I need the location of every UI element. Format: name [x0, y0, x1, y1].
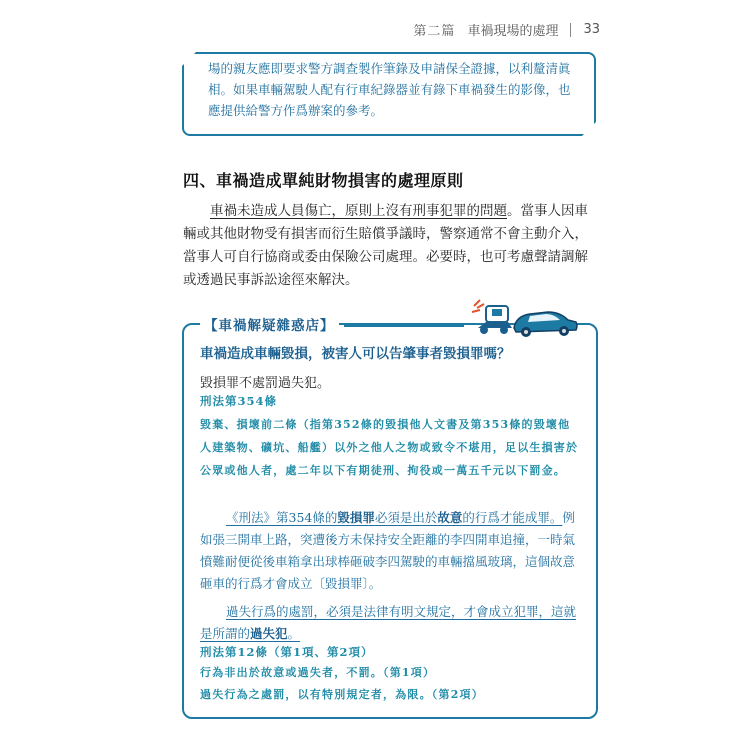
running-header — [413, 20, 600, 39]
qa-question: 車禍造成車輛毀損，被害人可以告肇事者毀損罪嗎？ — [200, 346, 511, 362]
para1-part: 必須是出於 — [374, 510, 438, 525]
part-label: 第二篇 — [413, 24, 456, 39]
para1-bold-term: 毀損罪 — [337, 510, 375, 525]
para1-rest: 例如張三開車上路，突遭後方未保持安全距離的李四開車追撞，一時氣憤難耐便從後車箱拿出球棒砸破李四駕駛的車輛擋風玻璃，這個故意砸車的行爲才會成立〔毀損罪〕。 — [200, 510, 576, 591]
car-crash-icon — [468, 298, 580, 342]
para2-part: 過失行爲的處罰，必須是法律有明文規定，才會成立犯罪，這就是所謂的 — [200, 604, 577, 641]
explanation-paragraph-2 — [200, 601, 582, 645]
law-text-354: 毀棄、損壞前二條（指第352條的毀損他人文書及第353條的毀壞他人建築物、礦坑、船艦）以外之他人之物或致令不堪用，足以生損害於公眾或他人者，處二年以下有期徒刑、拘役或一萬五千元以下罰金。 — [200, 418, 579, 477]
para2-underlined — [200, 604, 576, 641]
section-underlined-text: 車禍未造成人員傷亡，原則上沒有刑事犯罪的問題 — [210, 203, 507, 219]
para1-part: 的行爲才能成罪。 — [462, 510, 563, 525]
law-text-12-item-2: 過失行為之處罰，以有特別規定者，為限。（第2項） — [200, 688, 484, 701]
qa-answer: 毀損罪不處罰過失犯。 — [200, 376, 331, 391]
para1-part: 《刑法》第354條的 — [226, 510, 338, 525]
note-text: 場的親友應即要求警方調查製作筆錄及申請保全證據，以利釐清眞相。如果車輛駕駛人配有行車紀錄器並有錄下車禍發生的影像，也應提供給警方作爲辦案的參考。 — [208, 61, 571, 118]
law-reference-12: 刑法第12條（第1項、第2項） — [200, 645, 374, 659]
para2-part: 。 — [287, 626, 301, 641]
qa-header-rule — [344, 325, 464, 327]
law-text-12-item-1: 行為非出於故意或過失者，不罰。（第1項） — [200, 666, 436, 679]
section-heading: 四、車禍造成單純財物損害的處理原則 — [183, 171, 464, 190]
chapter-title: 車禍現場的處理 — [467, 24, 559, 39]
section-body — [183, 200, 596, 292]
para1-bold-term: 故意 — [437, 510, 463, 525]
law-reference-354: 刑法第354條 — [200, 394, 278, 408]
explanation-paragraph-1 — [200, 507, 582, 595]
qa-box-title: 【車禍解疑雜惑店】 — [200, 314, 339, 334]
crash-vehicle — [472, 300, 512, 334]
header-divider — [570, 23, 571, 37]
page-number: 33 — [583, 22, 600, 37]
section-body-text: 。當事人因車輛或其他財物受有損害而衍生賠償爭議時，警察通常不會主動介入，當事人可自行協商或委由保險公司處理。必要時，也可考慮聲請調解或透過民事訴訟途徑來解決。 — [183, 203, 588, 288]
para2-bold-term: 過失犯 — [250, 626, 288, 641]
para1-underlined — [226, 510, 562, 525]
crash-car — [514, 312, 577, 337]
